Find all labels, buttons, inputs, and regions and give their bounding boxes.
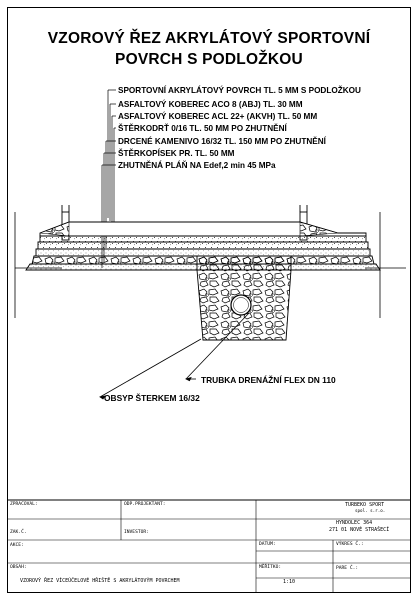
label-pare-c: PARE Č.: <box>336 566 359 571</box>
label-meritko: MĚŘÍTKO: <box>259 565 282 570</box>
value-obsah: VZOROVÝ ŘEZ VÍCEÚČELOVÉ HŘIŠTĚ S AKRYLÁTOVÝM POVRCHEM <box>20 578 180 584</box>
company-form: spol. s.r.o. <box>355 508 386 513</box>
layer-label-crushed-gravel-016: ŠTĚRKODRŤ 0/16 TL. 50 MM PO ZHUTNĚNÍ <box>118 124 287 133</box>
callout-drain-pipe: TRUBKA DRENÁŽNÍ FLEX DN 110 <box>201 375 336 385</box>
label-odp-projektant: ODP.PROJEKTANT: <box>124 502 166 507</box>
value-meritko: 1:10 <box>283 579 296 585</box>
drawing-title-line1: VZOROVÝ ŘEZ AKRYLÁTOVÝ SPORTOVNÍ <box>47 30 371 47</box>
drawing-title-line2: POVRCH S PODLOŽKOU <box>115 51 303 68</box>
layer-label-acrylic-surface: SPORTOVNÍ AKRYLÁTOVÝ POVRCH TL. 5 MM S PODLOŽKOU <box>118 86 361 95</box>
layer-label-compacted-subgrade: ZHUTNĚNÁ PLÁŇ NA Edef,2 min 45 MPa <box>118 161 276 170</box>
label-investor: INVESTOR: <box>124 530 149 535</box>
label-zpracoval: ZPRACOVAL: <box>10 502 38 507</box>
layer-label-crushed-stone-1632: DRCENÉ KAMENIVO 16/32 TL. 150 MM PO ZHUTNĚNÍ <box>118 137 326 146</box>
company-address1: HYNDOLEC 364 <box>336 520 373 526</box>
label-akce: AKCE: <box>10 543 24 548</box>
layer-label-asphalt-aco8: ASFALTOVÝ KOBEREC ACO 8 (ABJ) TL. 30 MM <box>118 100 303 109</box>
layer-label-asphalt-acl22: ASFALTOVÝ KOBEREC ACL 22+ (AKVH) TL. 50 MM <box>118 112 318 121</box>
drain-pipe <box>231 295 251 315</box>
label-vykres-c: VÝKRES Č.: <box>336 542 364 547</box>
callout-gravel-fill: OBSYP ŠTERKEM 16/32 <box>104 393 200 403</box>
label-datum: DATUM: <box>259 542 276 547</box>
company-name: TURBEKO SPORT <box>345 502 385 508</box>
company-address2: 271 01 NOVÉ STRAŠECÍ <box>329 527 390 533</box>
label-obsah: OBSAH: <box>10 565 27 570</box>
label-zak-c: ZAK.Č. <box>10 530 27 535</box>
layer-label-gravel-sand: ŠTĚRKOPÍSEK PR. TL. 50 MM <box>118 149 235 158</box>
